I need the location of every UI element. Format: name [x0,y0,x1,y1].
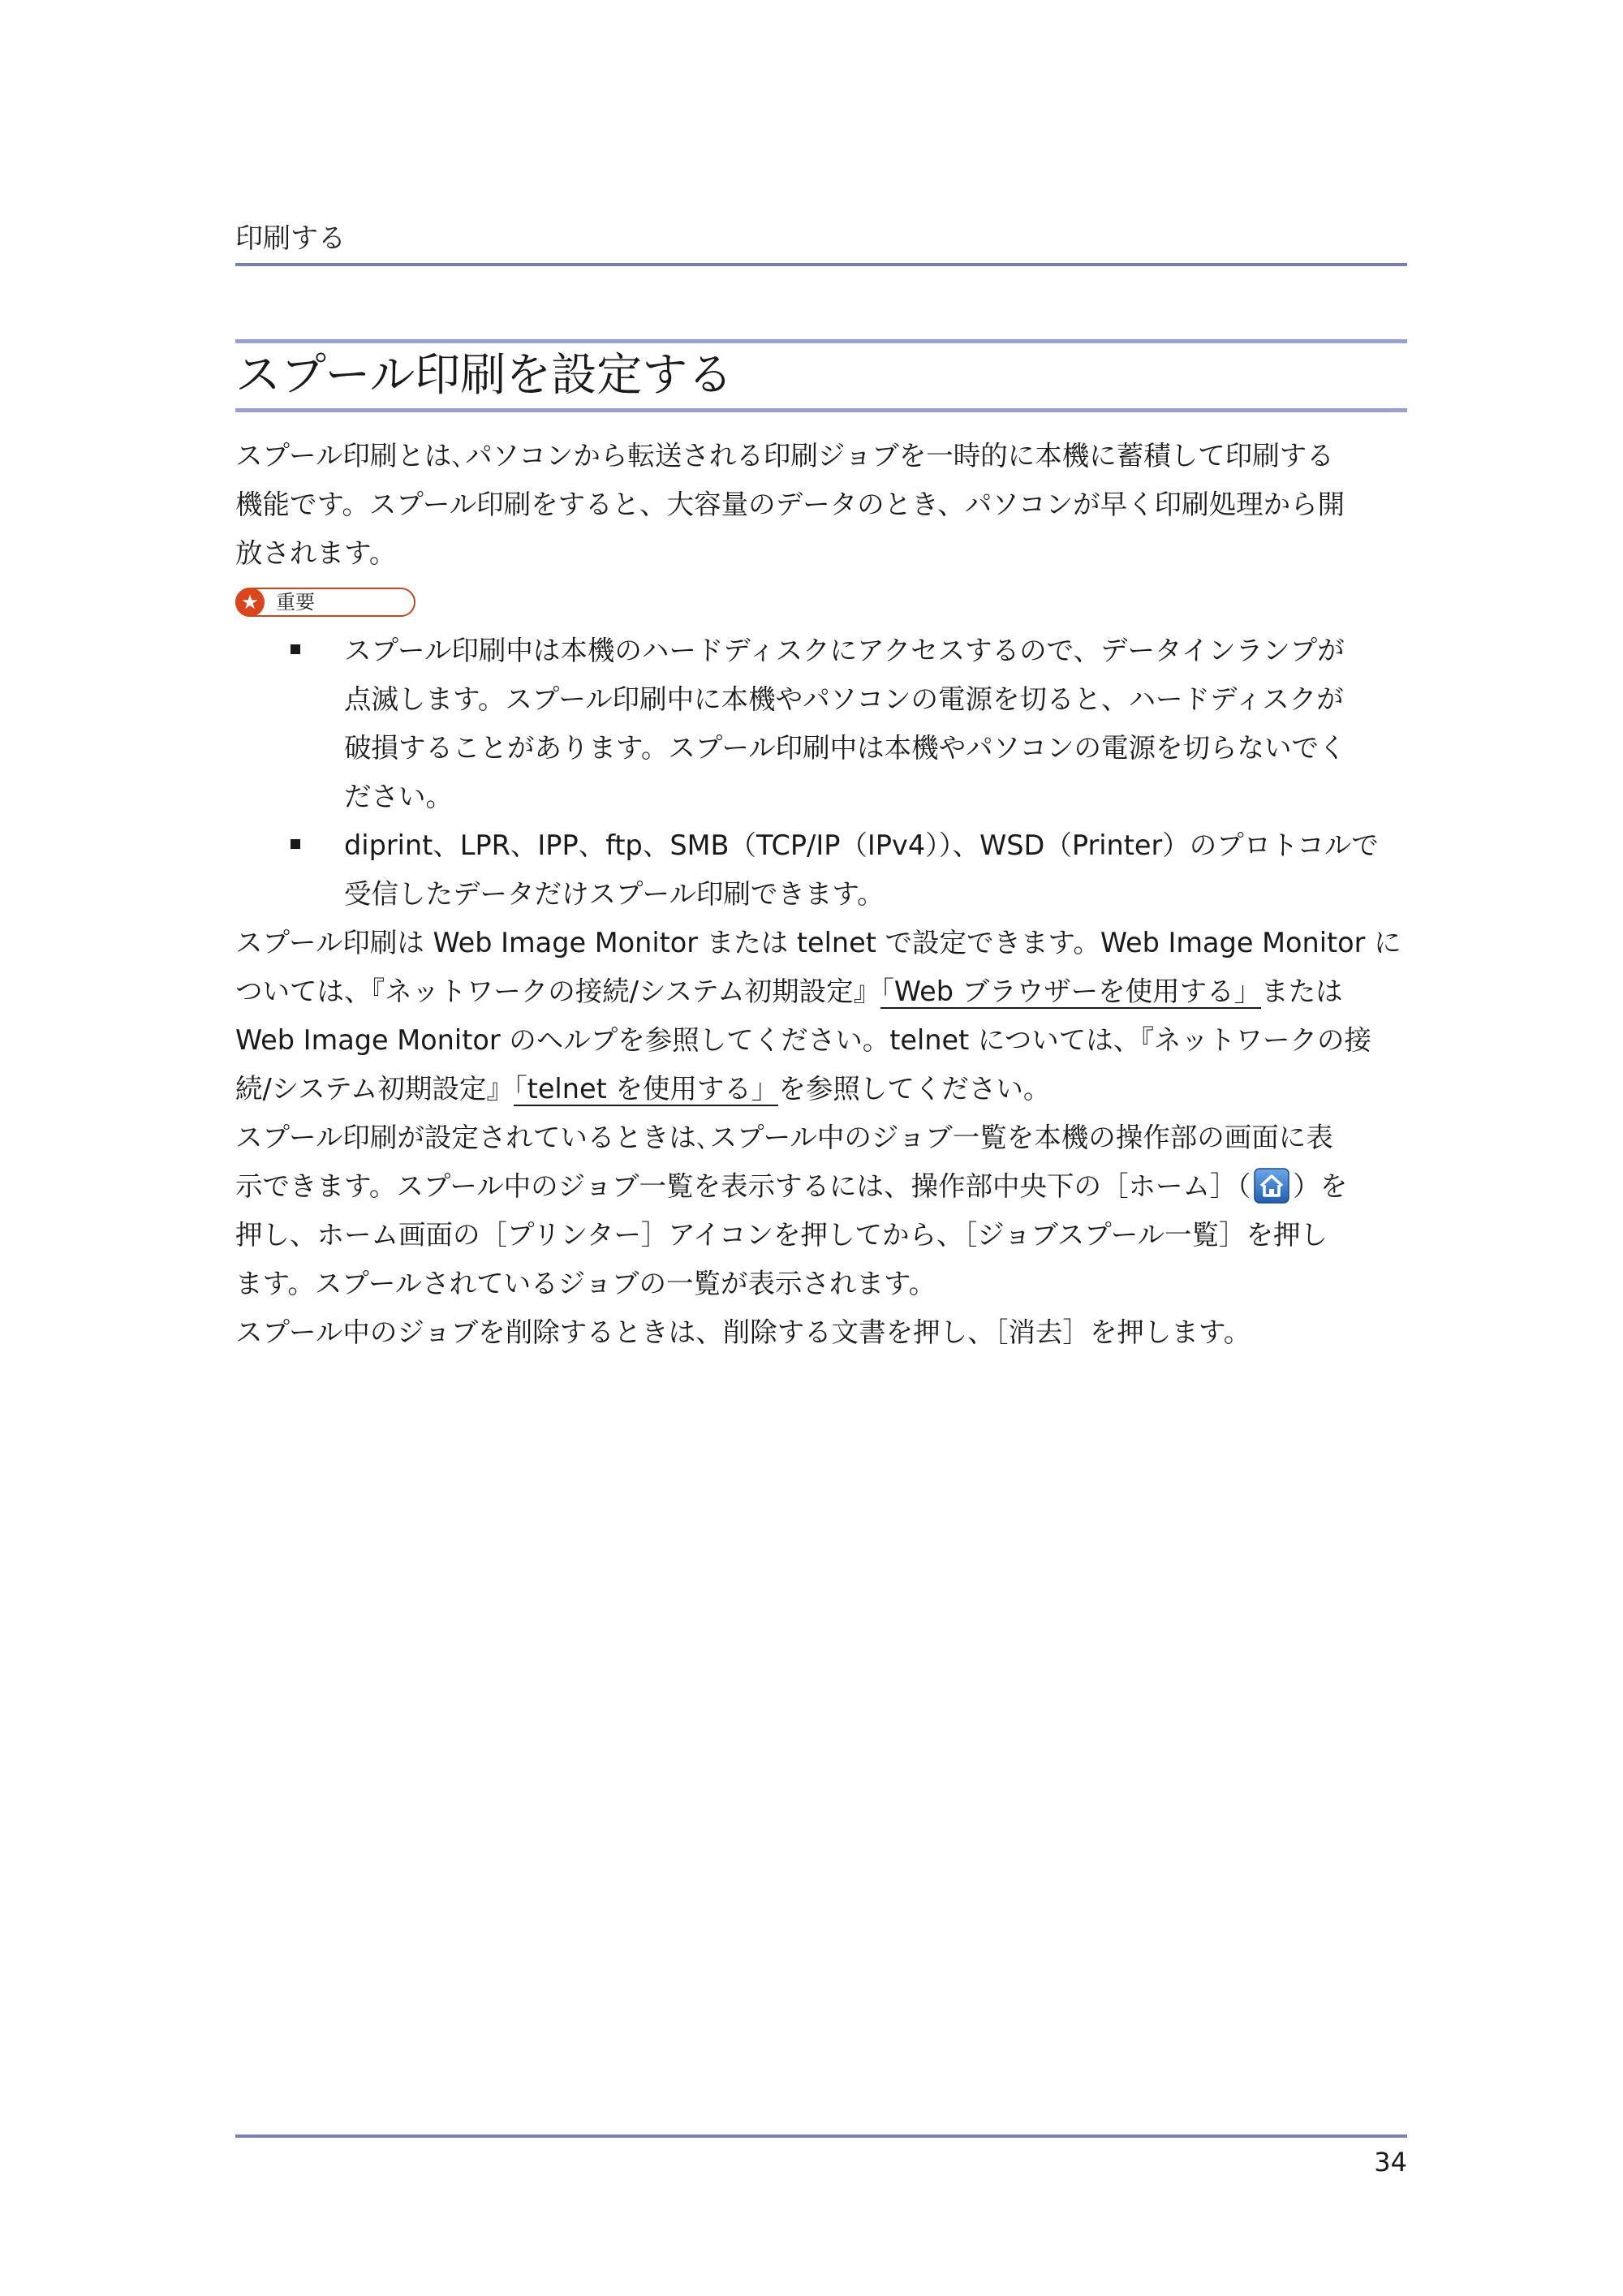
settings-text: ついては、『ネットワークの接続/システム初期設定』 [235,976,881,1007]
title-rule-bottom [235,408,1407,412]
settings-text: 続/システム初期設定』 [235,1073,514,1105]
web-browser-link[interactable]: 「Web ブラウザーを使用する」 [880,976,1262,1007]
bullet-line: スプール印刷中は本機のハードディスクにアクセスするので、データインランプが [344,635,1345,666]
bullet-line: 破損することがあります。スプール印刷中は本機やパソコンの電源を切らないでく [344,732,1346,764]
bullet-line: 点滅します。スプール印刷中に本機やパソコンの電源を切ると、ハードディスクが [344,683,1344,715]
delete-line: スプール中のジョブを削除するときは、削除する文書を押し、［消去］を押します。 [235,1316,1251,1348]
bullet-line: diprint、LPR、IPP、ftp、SMB（TCP/IP（IPv4））、WSD（Printer）のプロトコルで [344,829,1379,861]
header-rule [235,263,1407,266]
joblist-text: 示できます。スプール中のジョブ一覧を表示するには、操作部中央下の［ホーム］（ [235,1170,1251,1202]
settings-line: Web Image Monitor のヘルプを参照してください。telnet については、『ネットワークの接 [235,1024,1371,1056]
star-icon: ★ [235,588,265,617]
settings-line: スプール印刷は Web Image Monitor または telnet で設定できます。Web Image Monitor に [235,927,1401,958]
page-number: 34 [1374,2147,1407,2178]
bullet-square-icon [291,644,300,654]
joblist-paragraph [235,1114,1407,1308]
bullet-line: 受信したデータだけスプール印刷できます。 [344,878,885,910]
bullet-item [235,821,1407,919]
document-page [235,0,1407,2296]
settings-text: を参照してください。 [778,1073,1051,1105]
document-body [235,432,1407,1357]
intro-paragraph [235,432,1407,578]
joblist-line: ます。スプールされているジョブの一覧が表示されます。 [235,1268,936,1299]
title-rule-top [235,339,1407,343]
intro-line: 放されます。 [235,537,397,569]
joblist-line: 押し、ホーム画面の［プリンター］アイコンを押してから、［ジョブスプール一覧］を押し [235,1219,1328,1251]
bullet-item [235,627,1407,821]
running-header: 印刷する [235,222,346,255]
settings-line [235,967,1407,1016]
telnet-link[interactable]: 「telnet を使用する」 [513,1073,779,1105]
settings-line [235,1065,1407,1114]
delete-paragraph [235,1308,1407,1357]
settings-text: または [1261,976,1343,1007]
important-notice [235,584,1407,620]
important-badge [235,588,415,617]
joblist-text: ）を [1293,1170,1348,1202]
section-title: スプール印刷を設定する [235,349,734,402]
home-icon [1254,1168,1289,1204]
footer-rule [235,2134,1407,2138]
important-label: 重要 [276,591,315,614]
bullet-line: ださい。 [344,781,453,812]
settings-paragraph [235,919,1407,1114]
intro-line: 機能です。スプール印刷をすると、大容量のデータのとき、パソコンが早く印刷処理から開 [235,489,1345,520]
joblist-line [235,1162,1407,1211]
intro-line: スプール印刷とは､パソコンから転送される印刷ジョブを一時的に本機に蓄積して印刷する [235,440,1334,472]
joblist-line: スプール印刷が設定されているときは､スプール中のジョブ一覧を本機の操作部の画面に表 [235,1122,1333,1153]
bullet-square-icon [291,839,300,849]
